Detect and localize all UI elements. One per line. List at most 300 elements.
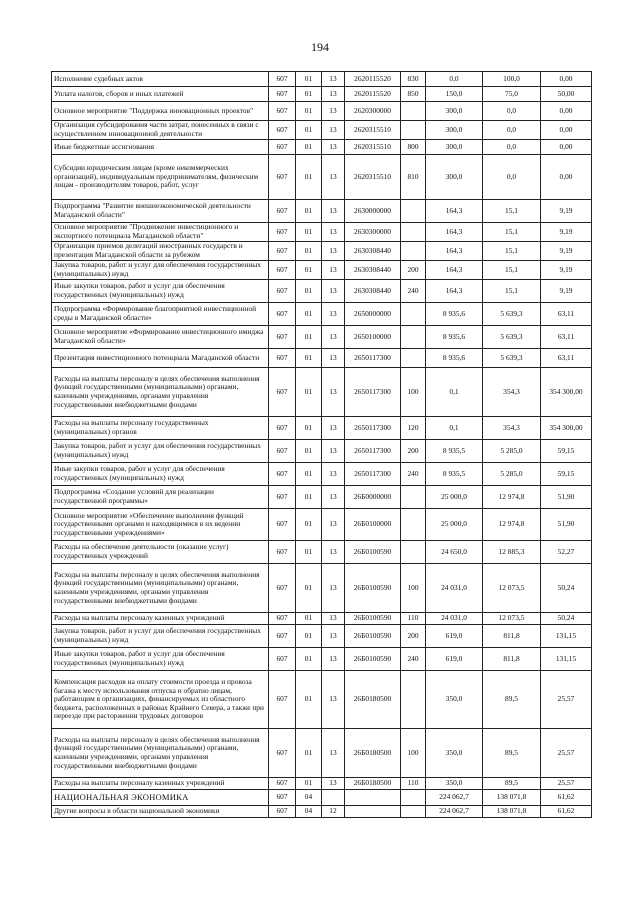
subsection-code: 13 bbox=[322, 625, 345, 648]
target-code: 2630308440 bbox=[345, 280, 401, 303]
subsection-code: 13 bbox=[322, 509, 345, 541]
execution-percent: 61,62 bbox=[541, 806, 592, 818]
planned-amount: 164,3 bbox=[426, 223, 483, 242]
row-name: Подпрограмма «Формирование благоприятной инвестиционной среды в Магаданской области» bbox=[52, 303, 269, 326]
execution-percent: 131,15 bbox=[541, 648, 592, 671]
executed-amount: 12 974,8 bbox=[483, 509, 541, 541]
subsection-code: 13 bbox=[322, 368, 345, 417]
planned-amount: 164,3 bbox=[426, 261, 483, 280]
planned-amount: 8 935,6 bbox=[426, 303, 483, 326]
subsection-code: 13 bbox=[322, 102, 345, 121]
executed-amount: 12 073,5 bbox=[483, 613, 541, 625]
target-code: 2630300000 bbox=[345, 223, 401, 242]
expense-type-code bbox=[401, 200, 426, 223]
expense-type-code: 240 bbox=[401, 280, 426, 303]
admin-code: 607 bbox=[269, 140, 296, 155]
target-code: 2630308440 bbox=[345, 242, 401, 261]
planned-amount: 300,0 bbox=[426, 140, 483, 155]
subsection-code: 13 bbox=[322, 564, 345, 613]
table-row bbox=[52, 349, 592, 368]
expense-type-code: 240 bbox=[401, 463, 426, 486]
row-name: Расходы на выплаты персоналу казенных учреждений bbox=[52, 613, 269, 625]
execution-percent: 131,15 bbox=[541, 625, 592, 648]
target-code: 2650117300 bbox=[345, 349, 401, 368]
planned-amount: 0,1 bbox=[426, 368, 483, 417]
row-name: Организация приемов делегаций иностранных государств и презентация Магаданской области за рубежом bbox=[52, 242, 269, 261]
table-row bbox=[52, 121, 592, 140]
executed-amount: 5 285,0 bbox=[483, 463, 541, 486]
execution-percent: 0,00 bbox=[541, 102, 592, 121]
executed-amount: 89,5 bbox=[483, 729, 541, 778]
table-row bbox=[52, 303, 592, 326]
subsection-code: 13 bbox=[322, 648, 345, 671]
row-name: Иные закупки товаров, работ и услуг для обеспечения государственных (муниципальных) нужд bbox=[52, 648, 269, 671]
executed-amount: 15,1 bbox=[483, 261, 541, 280]
table-row bbox=[52, 223, 592, 242]
admin-code: 607 bbox=[269, 261, 296, 280]
section-code: 01 bbox=[296, 87, 322, 102]
subsection-code: 13 bbox=[322, 440, 345, 463]
section-code: 01 bbox=[296, 72, 322, 87]
row-name: Расходы на выплаты персоналу государственных (муниципальных) органов bbox=[52, 417, 269, 440]
section-code: 01 bbox=[296, 200, 322, 223]
execution-percent: 0,00 bbox=[541, 155, 592, 200]
execution-percent: 61,62 bbox=[541, 790, 592, 806]
table-row bbox=[52, 671, 592, 729]
expense-type-code bbox=[401, 541, 426, 564]
row-name: Исполнение судебных актов bbox=[52, 72, 269, 87]
expense-type-code: 850 bbox=[401, 87, 426, 102]
target-code: 2620115520 bbox=[345, 87, 401, 102]
executed-amount: 15,1 bbox=[483, 200, 541, 223]
execution-percent: 25,57 bbox=[541, 671, 592, 729]
executed-amount: 0,0 bbox=[483, 121, 541, 140]
execution-percent: 25,57 bbox=[541, 729, 592, 778]
subsection-code: 13 bbox=[322, 72, 345, 87]
executed-amount: 354,3 bbox=[483, 417, 541, 440]
target-code: 26Б0100590 bbox=[345, 613, 401, 625]
planned-amount: 8 935,6 bbox=[426, 349, 483, 368]
target-code: 2620315510 bbox=[345, 140, 401, 155]
admin-code: 607 bbox=[269, 242, 296, 261]
row-name: Закупка товаров, работ и услуг для обеспечения государственных (муниципальных) нужд bbox=[52, 261, 269, 280]
row-name: Компенсация расходов на оплату стоимости проезда и провоза багажа к месту использования отпуска и обратно лицам, работающим в организациях, финансируемых из областного бюджета, расположенных в районах Крайнего Севера, а также при переезде при расторжении трудовых договоров bbox=[52, 671, 269, 729]
admin-code: 607 bbox=[269, 102, 296, 121]
section-code: 01 bbox=[296, 368, 322, 417]
expense-type-code: 100 bbox=[401, 368, 426, 417]
subsection-code: 13 bbox=[322, 613, 345, 625]
row-name: Иные закупки товаров, работ и услуг для обеспечения государственных (муниципальных) нужд bbox=[52, 463, 269, 486]
target-code: 26Б0180500 bbox=[345, 778, 401, 790]
target-code bbox=[345, 790, 401, 806]
admin-code: 607 bbox=[269, 790, 296, 806]
row-name: Основное мероприятие «Формирование инвестиционного имиджа Магаданской области» bbox=[52, 326, 269, 349]
admin-code: 607 bbox=[269, 72, 296, 87]
section-code: 01 bbox=[296, 625, 322, 648]
subsection-code: 12 bbox=[322, 806, 345, 818]
target-code: 2650000000 bbox=[345, 303, 401, 326]
table-row bbox=[52, 613, 592, 625]
executed-amount: 811,8 bbox=[483, 625, 541, 648]
table-body bbox=[52, 72, 592, 818]
expense-type-code bbox=[401, 486, 426, 509]
table-row bbox=[52, 280, 592, 303]
executed-amount: 138 071,8 bbox=[483, 790, 541, 806]
target-code: 2620115520 bbox=[345, 72, 401, 87]
admin-code: 607 bbox=[269, 280, 296, 303]
expense-type-code bbox=[401, 671, 426, 729]
executed-amount: 0,0 bbox=[483, 102, 541, 121]
target-code: 26Б0180500 bbox=[345, 671, 401, 729]
admin-code: 607 bbox=[269, 778, 296, 790]
row-name: НАЦИОНАЛЬНАЯ ЭКОНОМИКА bbox=[52, 790, 269, 806]
row-name: Основное мероприятие «Обеспечение выполнения функций государственными органами и находящимися в их ведении государственными учреждениями» bbox=[52, 509, 269, 541]
execution-percent: 0,00 bbox=[541, 140, 592, 155]
subsection-code: 13 bbox=[322, 671, 345, 729]
planned-amount: 150,0 bbox=[426, 87, 483, 102]
table-row bbox=[52, 326, 592, 349]
expense-type-code: 200 bbox=[401, 261, 426, 280]
subsection-code: 13 bbox=[322, 280, 345, 303]
admin-code: 607 bbox=[269, 625, 296, 648]
target-code: 2630000000 bbox=[345, 200, 401, 223]
target-code: 2620315510 bbox=[345, 121, 401, 140]
planned-amount: 0,0 bbox=[426, 72, 483, 87]
subsection-code: 13 bbox=[322, 223, 345, 242]
row-name: Расходы на выплаты персоналу казенных учреждений bbox=[52, 778, 269, 790]
section-code: 01 bbox=[296, 303, 322, 326]
expense-type-code bbox=[401, 509, 426, 541]
planned-amount: 8 935,5 bbox=[426, 440, 483, 463]
planned-amount: 164,3 bbox=[426, 242, 483, 261]
expense-type-code: 110 bbox=[401, 778, 426, 790]
row-name: Закупка товаров, работ и услуг для обеспечения государственных (муниципальных) нужд bbox=[52, 625, 269, 648]
section-code: 01 bbox=[296, 102, 322, 121]
planned-amount: 224 062,7 bbox=[426, 790, 483, 806]
section-code: 01 bbox=[296, 613, 322, 625]
section-code: 01 bbox=[296, 509, 322, 541]
row-name: Иные бюджетные ассигнования bbox=[52, 140, 269, 155]
expense-type-code: 200 bbox=[401, 625, 426, 648]
admin-code: 607 bbox=[269, 564, 296, 613]
admin-code: 607 bbox=[269, 440, 296, 463]
admin-code: 607 bbox=[269, 155, 296, 200]
expense-type-code bbox=[401, 806, 426, 818]
planned-amount: 25 000,0 bbox=[426, 509, 483, 541]
row-name: Расходы на выплаты персоналу в целях обеспечения выполнения функций государственными (муниципальными) органами, казенными учреждениями, органами управления государственными внебюджетными фондами bbox=[52, 564, 269, 613]
executed-amount: 75,0 bbox=[483, 87, 541, 102]
executed-amount: 811,8 bbox=[483, 648, 541, 671]
executed-amount: 89,5 bbox=[483, 778, 541, 790]
row-name: Основное мероприятие "Поддержка инновационных проектов" bbox=[52, 102, 269, 121]
planned-amount: 619,0 bbox=[426, 625, 483, 648]
execution-percent: 0,00 bbox=[541, 121, 592, 140]
executed-amount: 15,1 bbox=[483, 242, 541, 261]
execution-percent: 52,27 bbox=[541, 541, 592, 564]
executed-amount: 0,0 bbox=[483, 140, 541, 155]
row-name: Организация субсидирования части затрат, понесенных в связи с осуществлением инновационной деятельности bbox=[52, 121, 269, 140]
execution-percent: 354 300,00 bbox=[541, 368, 592, 417]
executed-amount: 5 639,3 bbox=[483, 326, 541, 349]
admin-code: 607 bbox=[269, 509, 296, 541]
expense-type-code: 100 bbox=[401, 564, 426, 613]
row-name: Субсидии юридическим лицам (кроме некоммерческих организаций), индивидуальным предпринимателям, физическим лицам - производителям товаров, работ, услуг bbox=[52, 155, 269, 200]
target-code: 26Б0100590 bbox=[345, 625, 401, 648]
expense-type-code: 830 bbox=[401, 72, 426, 87]
admin-code: 607 bbox=[269, 648, 296, 671]
execution-percent: 51,90 bbox=[541, 509, 592, 541]
admin-code: 607 bbox=[269, 223, 296, 242]
section-code: 01 bbox=[296, 417, 322, 440]
row-name: Подпрограмма "Развитие внешнеэкономической деятельности Магаданской области" bbox=[52, 200, 269, 223]
expense-type-code: 110 bbox=[401, 613, 426, 625]
executed-amount: 15,1 bbox=[483, 280, 541, 303]
row-name: Презентация инвестиционного потенциала Магаданской области bbox=[52, 349, 269, 368]
execution-percent: 9,19 bbox=[541, 261, 592, 280]
section-code: 01 bbox=[296, 648, 322, 671]
section-code: 01 bbox=[296, 261, 322, 280]
section-code: 01 bbox=[296, 280, 322, 303]
target-code: 26Б0180500 bbox=[345, 729, 401, 778]
execution-percent: 354 300,00 bbox=[541, 417, 592, 440]
executed-amount: 89,5 bbox=[483, 671, 541, 729]
table-row bbox=[52, 242, 592, 261]
subsection-code: 13 bbox=[322, 417, 345, 440]
row-name: Расходы на выплаты персоналу в целях обеспечения выполнения функций государственными (муниципальными) органами, казенными учреждениями, органами управления государственными внебюджетными фондами bbox=[52, 368, 269, 417]
admin-code: 607 bbox=[269, 806, 296, 818]
row-name: Уплата налогов, сборов и иных платежей bbox=[52, 87, 269, 102]
subsection-code: 13 bbox=[322, 200, 345, 223]
executed-amount: 138 071,8 bbox=[483, 806, 541, 818]
planned-amount: 619,0 bbox=[426, 648, 483, 671]
admin-code: 607 bbox=[269, 417, 296, 440]
admin-code: 607 bbox=[269, 349, 296, 368]
table-row bbox=[52, 486, 592, 509]
planned-amount: 24 650,0 bbox=[426, 541, 483, 564]
planned-amount: 25 000,0 bbox=[426, 486, 483, 509]
target-code: 2650117300 bbox=[345, 368, 401, 417]
planned-amount: 164,3 bbox=[426, 280, 483, 303]
section-code: 01 bbox=[296, 541, 322, 564]
section-code: 01 bbox=[296, 564, 322, 613]
subsection-code: 13 bbox=[322, 303, 345, 326]
planned-amount: 24 031,0 bbox=[426, 564, 483, 613]
row-name: Закупка товаров, работ и услуг для обеспечения государственных (муниципальных) нужд bbox=[52, 440, 269, 463]
expense-type-code: 810 bbox=[401, 155, 426, 200]
subsection-code: 13 bbox=[322, 729, 345, 778]
target-code: 26Б0100590 bbox=[345, 564, 401, 613]
planned-amount: 350,0 bbox=[426, 778, 483, 790]
planned-amount: 300,0 bbox=[426, 102, 483, 121]
section-code: 01 bbox=[296, 326, 322, 349]
target-code: 2620300000 bbox=[345, 102, 401, 121]
target-code: 2650117300 bbox=[345, 463, 401, 486]
subsection-code: 13 bbox=[322, 261, 345, 280]
section-code: 01 bbox=[296, 486, 322, 509]
section-code: 01 bbox=[296, 155, 322, 200]
subsection-code: 13 bbox=[322, 87, 345, 102]
executed-amount: 5 285,0 bbox=[483, 440, 541, 463]
section-code: 04 bbox=[296, 806, 322, 818]
execution-percent: 63,11 bbox=[541, 349, 592, 368]
target-code: 2650117300 bbox=[345, 417, 401, 440]
executed-amount: 12 974,8 bbox=[483, 486, 541, 509]
expense-type-code: 800 bbox=[401, 140, 426, 155]
executed-amount: 100,0 bbox=[483, 72, 541, 87]
table-row bbox=[52, 648, 592, 671]
admin-code: 607 bbox=[269, 368, 296, 417]
table-row bbox=[52, 509, 592, 541]
admin-code: 607 bbox=[269, 613, 296, 625]
row-name: Иные закупки товаров, работ и услуг для обеспечения государственных (муниципальных) нужд bbox=[52, 280, 269, 303]
subsection-code: 13 bbox=[322, 778, 345, 790]
section-code: 01 bbox=[296, 242, 322, 261]
row-name: Другие вопросы в области национальной экономики bbox=[52, 806, 269, 818]
admin-code: 607 bbox=[269, 87, 296, 102]
table-row bbox=[52, 155, 592, 200]
admin-code: 607 bbox=[269, 200, 296, 223]
executed-amount: 15,1 bbox=[483, 223, 541, 242]
table-row bbox=[52, 417, 592, 440]
admin-code: 607 bbox=[269, 303, 296, 326]
planned-amount: 164,3 bbox=[426, 200, 483, 223]
subsection-code bbox=[322, 790, 345, 806]
expense-type-code bbox=[401, 102, 426, 121]
row-name: Основное мероприятие "Продвижение инвестиционного и экспортного потенциала Магаданской области" bbox=[52, 223, 269, 242]
subsection-code: 13 bbox=[322, 121, 345, 140]
table-row bbox=[52, 261, 592, 280]
executed-amount: 0,0 bbox=[483, 155, 541, 200]
admin-code: 607 bbox=[269, 729, 296, 778]
admin-code: 607 bbox=[269, 671, 296, 729]
row-name: Расходы на обеспечение деятельности (оказание услуг) государственных учреждений bbox=[52, 541, 269, 564]
executed-amount: 5 639,3 bbox=[483, 303, 541, 326]
admin-code: 607 bbox=[269, 326, 296, 349]
section-code: 01 bbox=[296, 349, 322, 368]
target-code: 26Б0100590 bbox=[345, 648, 401, 671]
admin-code: 607 bbox=[269, 463, 296, 486]
planned-amount: 350,0 bbox=[426, 729, 483, 778]
row-name: Подпрограмма «Создание условий для реализации государственной программы» bbox=[52, 486, 269, 509]
table-row bbox=[52, 778, 592, 790]
subsection-code: 13 bbox=[322, 155, 345, 200]
execution-percent: 51,90 bbox=[541, 486, 592, 509]
section-code: 04 bbox=[296, 790, 322, 806]
execution-percent: 9,19 bbox=[541, 280, 592, 303]
execution-percent: 59,15 bbox=[541, 463, 592, 486]
planned-amount: 350,0 bbox=[426, 671, 483, 729]
target-code: 2650117300 bbox=[345, 440, 401, 463]
section-code: 01 bbox=[296, 440, 322, 463]
execution-percent: 9,19 bbox=[541, 200, 592, 223]
planned-amount: 300,0 bbox=[426, 121, 483, 140]
subsection-code: 13 bbox=[322, 486, 345, 509]
table-row bbox=[52, 625, 592, 648]
expense-type-code: 200 bbox=[401, 440, 426, 463]
planned-amount: 300,0 bbox=[426, 155, 483, 200]
section-code: 01 bbox=[296, 671, 322, 729]
page-number: 194 bbox=[311, 40, 329, 54]
table-row bbox=[52, 368, 592, 417]
subsection-code: 13 bbox=[322, 463, 345, 486]
expense-type-code bbox=[401, 790, 426, 806]
section-code: 01 bbox=[296, 140, 322, 155]
budget-table bbox=[51, 71, 592, 818]
execution-percent: 9,19 bbox=[541, 223, 592, 242]
expense-type-code bbox=[401, 242, 426, 261]
executed-amount: 5 639,3 bbox=[483, 349, 541, 368]
table-row bbox=[52, 790, 592, 806]
table-row bbox=[52, 87, 592, 102]
target-code: 2630308440 bbox=[345, 261, 401, 280]
execution-percent: 50,00 bbox=[541, 87, 592, 102]
admin-code: 607 bbox=[269, 121, 296, 140]
target-code: 2620315510 bbox=[345, 155, 401, 200]
table-row bbox=[52, 541, 592, 564]
target-code: 26Б0100590 bbox=[345, 541, 401, 564]
expense-type-code bbox=[401, 326, 426, 349]
target-code: 26Б0100000 bbox=[345, 509, 401, 541]
table-row bbox=[52, 463, 592, 486]
section-code: 01 bbox=[296, 223, 322, 242]
expense-type-code: 120 bbox=[401, 417, 426, 440]
table-row bbox=[52, 564, 592, 613]
execution-percent: 59,15 bbox=[541, 440, 592, 463]
planned-amount: 8 935,5 bbox=[426, 463, 483, 486]
expense-type-code bbox=[401, 121, 426, 140]
section-code: 01 bbox=[296, 778, 322, 790]
row-name: Расходы на выплаты персоналу в целях обеспечения выполнения функций государственными (муниципальными) органами, казенными учреждениями, органами управления государственными внебюджетными фондами bbox=[52, 729, 269, 778]
subsection-code: 13 bbox=[322, 326, 345, 349]
planned-amount: 8 935,6 bbox=[426, 326, 483, 349]
execution-percent: 50,24 bbox=[541, 613, 592, 625]
expense-type-code bbox=[401, 223, 426, 242]
execution-percent: 63,11 bbox=[541, 326, 592, 349]
execution-percent: 9,19 bbox=[541, 242, 592, 261]
admin-code: 607 bbox=[269, 486, 296, 509]
executed-amount: 12 885,3 bbox=[483, 541, 541, 564]
planned-amount: 0,1 bbox=[426, 417, 483, 440]
subsection-code: 13 bbox=[322, 541, 345, 564]
table-row bbox=[52, 806, 592, 818]
target-code: 26Б0000000 bbox=[345, 486, 401, 509]
table-row bbox=[52, 72, 592, 87]
subsection-code: 13 bbox=[322, 242, 345, 261]
executed-amount: 354,3 bbox=[483, 368, 541, 417]
table-row bbox=[52, 440, 592, 463]
table-row bbox=[52, 729, 592, 778]
subsection-code: 13 bbox=[322, 349, 345, 368]
subsection-code: 13 bbox=[322, 140, 345, 155]
execution-percent: 63,11 bbox=[541, 303, 592, 326]
target-code bbox=[345, 806, 401, 818]
admin-code: 607 bbox=[269, 541, 296, 564]
table-row bbox=[52, 102, 592, 121]
expense-type-code: 240 bbox=[401, 648, 426, 671]
planned-amount: 224 062,7 bbox=[426, 806, 483, 818]
section-code: 01 bbox=[296, 729, 322, 778]
expense-type-code bbox=[401, 303, 426, 326]
expense-type-code: 100 bbox=[401, 729, 426, 778]
planned-amount: 24 031,0 bbox=[426, 613, 483, 625]
table-row bbox=[52, 140, 592, 155]
execution-percent: 25,57 bbox=[541, 778, 592, 790]
execution-percent: 0,00 bbox=[541, 72, 592, 87]
execution-percent: 50,24 bbox=[541, 564, 592, 613]
section-code: 01 bbox=[296, 121, 322, 140]
executed-amount: 12 073,5 bbox=[483, 564, 541, 613]
target-code: 2650100000 bbox=[345, 326, 401, 349]
